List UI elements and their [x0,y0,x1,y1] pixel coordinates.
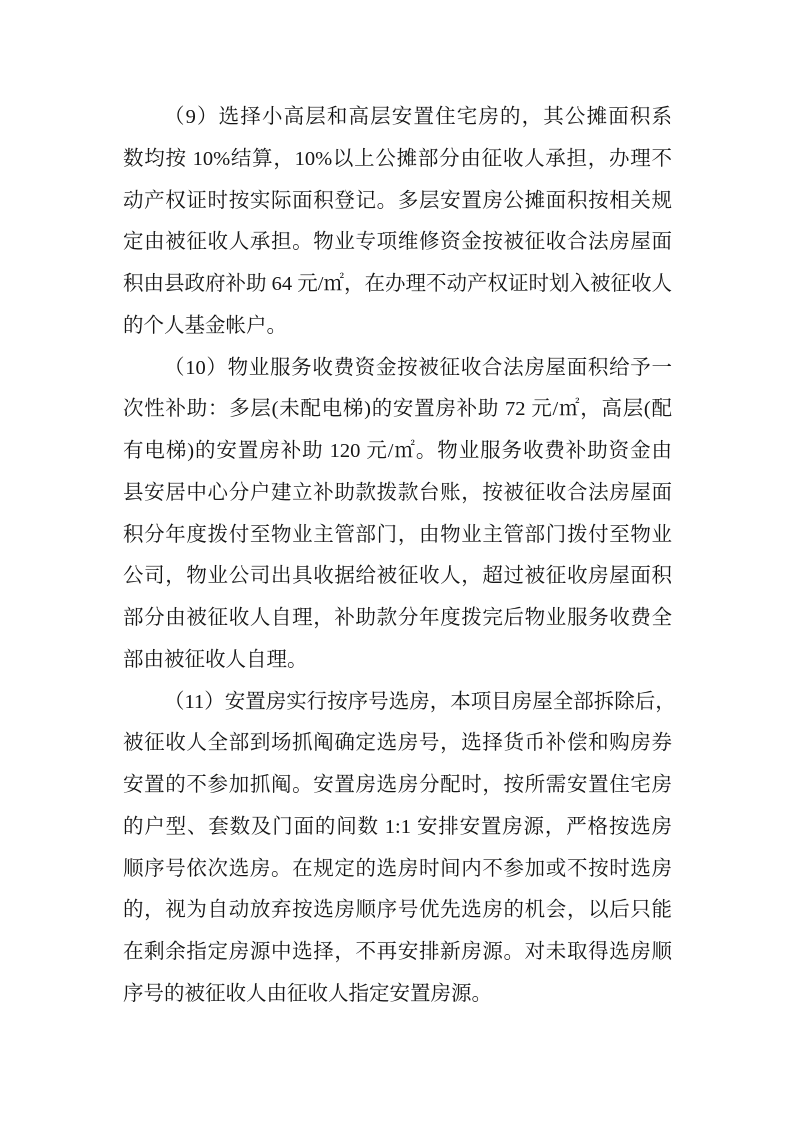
paragraph-line: （9）选择小高层和高层安置住宅房的，其公摊面积系 [164,106,672,128]
paragraph-line: 有电梯)的安置房补助 120 元/㎡。物业服务收费补助资金由 [123,440,672,462]
paragraph-line: 次性补助：多层(未配电梯)的安置房补助 72 元/㎡，高层(配 [123,398,672,421]
paragraph-line: 序号的被征收人由征收人指定安置房源。 [123,982,492,1005]
paragraph-line: 被征收人全部到场抓阄确定选房号，选择货币补偿和购房券 [123,732,672,755]
paragraph-line: （11）安置房实行按序号选房，本项目房屋全部拆除后， [164,690,676,713]
paragraph-line: 定由被征收人承担。物业专项维修资金按被征收合法房屋面 [123,231,672,254]
paragraph-line: 的，视为自动放弃按选房顺序号优先选房的机会，以后只能 [123,899,672,922]
paragraph-line: 的户型、套数及门面的间数 1:1 安排安置房源，严格按选房 [123,815,672,838]
paragraph-line: 安置的不参加抓阄。安置房选房分配时，按所需安置住宅房 [123,774,672,796]
paragraph-9 [123,97,672,348]
paragraph-line: 在剩余指定房源中选择，不再安排新房源。对未取得选房顺 [123,941,672,963]
paragraph-line: 部分由被征收人自理，补助款分年度拨完后物业服务收费全 [123,607,672,629]
paragraph-line: （10）物业服务收费资金按被征收合法房屋面积给予一 [164,356,672,379]
paragraph-line: 县安居中心分户建立补助款拨款台账，按被征收合法房屋面 [123,481,672,504]
paragraph-10 [123,348,672,682]
paragraph-line: 部由被征收人自理。 [123,648,308,671]
paragraph-line: 公司，物业公司出具收据给被征收人，超过被征收房屋面积 [123,565,672,588]
paragraph-line: 数均按 10%结算，10%以上公摊部分由征收人承担，办理不 [123,147,672,170]
paragraph-line: 的个人基金帐户。 [123,314,287,337]
paragraph-11 [123,682,676,1016]
paragraph-line: 动产权证时按实际面积登记。多层安置房公摊面积按相关规 [123,189,672,212]
paragraph-line: 顺序号依次选房。在规定的选房时间内不参加或不按时选房 [123,857,672,880]
document-body [123,97,676,1016]
paragraph-line: 积分年度拨付至物业主管部门，由物业主管部门拨付至物业 [123,523,672,546]
paragraph-line: 积由县政府补助 64 元/㎡，在办理不动产权证时划入被征收人 [123,273,672,295]
